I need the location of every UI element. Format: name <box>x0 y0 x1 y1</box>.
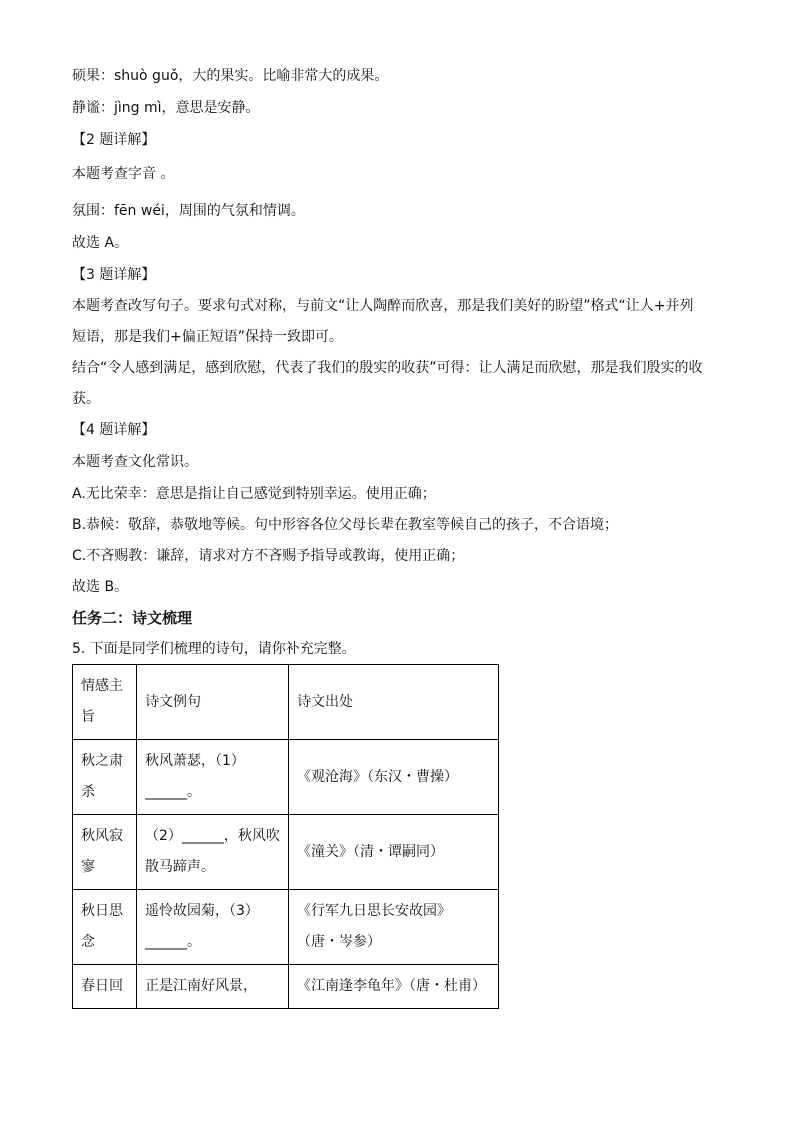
table-row <box>73 890 499 965</box>
verse-cell: 遥怜故园菊，（3） ______。 <box>137 890 289 965</box>
text-line: 短语，那是我们+偏正短语”保持一致即可。 <box>72 329 343 345</box>
theme-cell: 春日回 <box>73 965 137 1009</box>
source-cell: 《行军九日思长安故园》 （唐・岑参） <box>289 890 499 965</box>
header-cell-source: 诗文出处 <box>289 665 499 740</box>
source-cell: 《潼关》（清・谭嗣同） <box>289 815 499 890</box>
text-line: 故选 A。 <box>72 235 129 251</box>
header-cell-theme: 情感主 旨 <box>73 665 137 740</box>
theme-cell: 秋日思 念 <box>73 890 137 965</box>
table-row <box>73 965 499 1009</box>
theme-cell: 秋之肃 杀 <box>73 740 137 815</box>
text-line: 硕果：shuò guǒ，大的果实。比喻非常大的成果。 <box>72 68 389 84</box>
verse-cell: 正是江南好风景， <box>137 965 289 1009</box>
header-cell-verse: 诗文例句 <box>137 665 289 740</box>
text-line: 本题考查改写句子。要求句式对称，与前文“让人陶醉而欣喜，那是我们美好的盼望”格式“让人+并列 <box>72 298 694 314</box>
section-heading: 任务二：诗文梳理 <box>72 609 193 627</box>
text-line: 【3 题详解】 <box>72 267 156 283</box>
text-line: A.无比荣幸：意思是指让自己感觉到特别幸运。使用正确； <box>72 486 436 502</box>
theme-cell: 秋风寂 寥 <box>73 815 137 890</box>
table-row <box>73 740 499 815</box>
text-line: 静谧：jìng mì，意思是安静。 <box>72 100 260 116</box>
poem-table <box>72 664 499 1009</box>
text-line: 本题考查文化常识。 <box>72 454 198 470</box>
text-line: 【4 题详解】 <box>72 422 156 438</box>
text-line: 结合“令人感到满足，感到欣慰，代表了我们的殷实的收获”可得：让人满足而欣慰，那是我们殷实的收 <box>72 360 703 376</box>
text-line: B.恭候：敬辞，恭敬地等候。句中形容各位父母长辈在教室等候自己的孩子，不合语境； <box>72 517 619 533</box>
verse-cell: （2）______，秋风吹 散马蹄声。 <box>137 815 289 890</box>
question-prompt: 5. 下面是同学们梳理的诗句，请你补充完整。 <box>72 641 356 657</box>
text-line: 本题考查字音 。 <box>72 166 175 182</box>
table-header-row <box>73 665 499 740</box>
text-line: 【2 题详解】 <box>72 132 156 148</box>
text-line: 故选 B。 <box>72 579 129 595</box>
table-row <box>73 815 499 890</box>
verse-cell: 秋风萧瑟，（1） ______。 <box>137 740 289 815</box>
source-cell: 《江南逢李龟年》（唐・杜甫） <box>289 965 499 1009</box>
text-line: 获。 <box>72 391 100 407</box>
source-cell: 《观沧海》（东汉・曹操） <box>289 740 499 815</box>
text-line: 氛围：fēn wéi，周围的气氛和情调。 <box>72 203 305 219</box>
text-line: C.不吝赐教：谦辞，请求对方不吝赐予指导或教诲，使用正确； <box>72 548 465 564</box>
